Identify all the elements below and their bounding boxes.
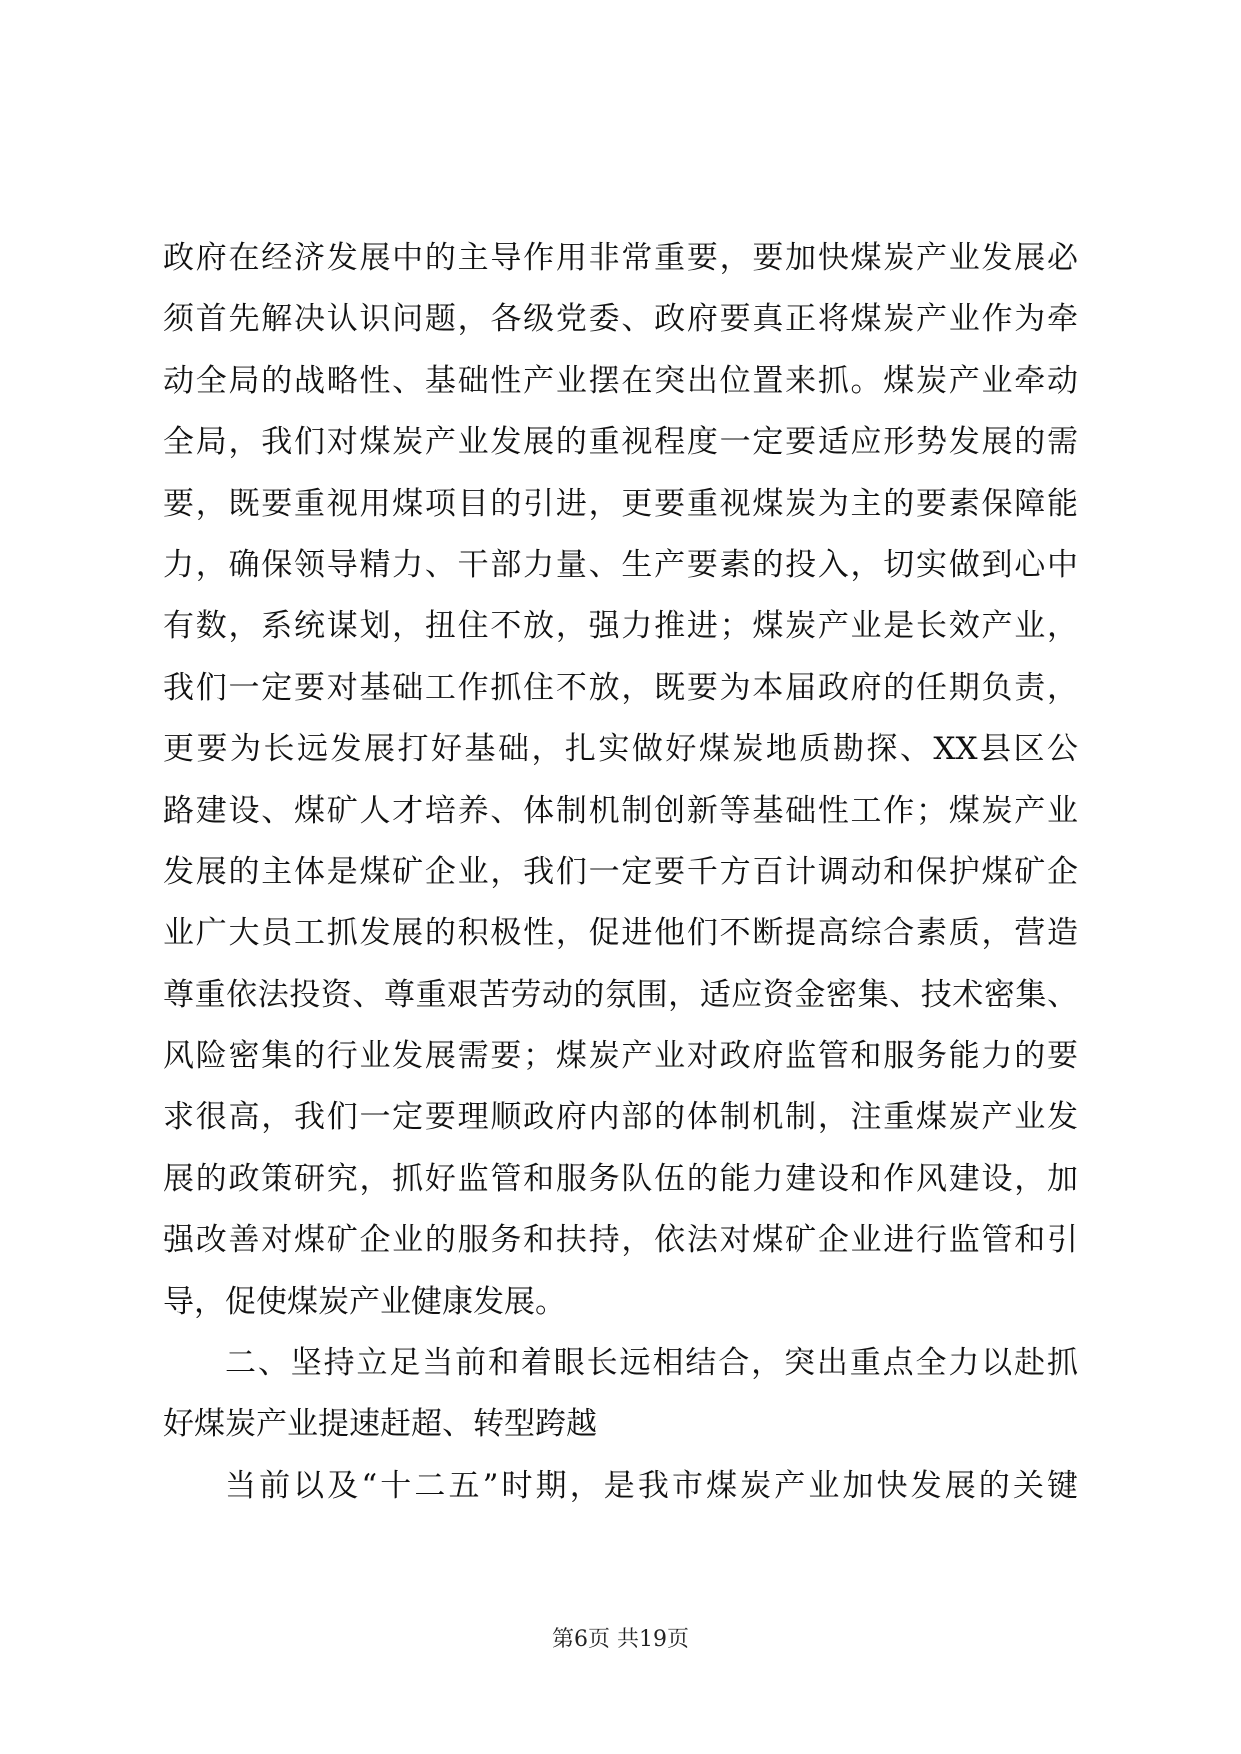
- body-line: 力，确保领导精力、干部力量、生产要素的投入，切实做到心中: [163, 546, 1078, 583]
- body-line: 导，促使煤炭产业健康发展。: [163, 1283, 566, 1320]
- body-line: 尊重依法投资、尊重艰苦劳动的氛围，适应资金密集、技术密集、: [163, 976, 1078, 1013]
- body-line: 业广大员工抓发展的积极性，促进他们不断提高综合素质，营造: [163, 915, 1078, 952]
- body-line: 政府在经济发展中的主导作用非常重要，要加快煤炭产业发展必: [163, 240, 1078, 276]
- body-line: 要，既要重视用煤项目的引进，更要重视煤炭为主的要素保障能: [163, 485, 1078, 522]
- body-line: 展的政策研究，抓好监管和服务队伍的能力建设和作风建设，加: [163, 1160, 1078, 1197]
- body-line: 我们一定要对基础工作抓住不放，既要为本届政府的任期负责，: [163, 669, 1078, 706]
- paragraph-start-line: 当前以及“十二五”时期，是我市煤炭产业加快发展的关键: [225, 1467, 1078, 1504]
- section-heading-line: 二、坚持立足当前和着眼长远相结合，突出重点全力以赴抓: [225, 1345, 1078, 1382]
- body-line: 强改善对煤矿企业的服务和扶持，依法对煤矿企业进行监管和引: [163, 1222, 1078, 1259]
- body-line: 发展的主体是煤矿企业，我们一定要千方百计调动和保护煤矿企: [163, 853, 1078, 890]
- body-line: 路建设、煤矿人才培养、体制机制创新等基础性工作；煤炭产业: [163, 792, 1078, 829]
- section-heading-line: 好煤炭产业提速赶超、转型跨越: [163, 1406, 597, 1443]
- document-body: [163, 228, 1078, 1517]
- body-line: 有数，系统谋划，扭住不放，强力推进；煤炭产业是长效产业，: [163, 608, 1078, 645]
- body-line: 须首先解决认识问题，各级党委、政府要真正将煤炭产业作为牵: [163, 301, 1078, 338]
- body-line: 动全局的战略性、基础性产业摆在突出位置来抓。煤炭产业牵动: [163, 362, 1078, 399]
- page-number-footer: 第6页 共19页: [552, 1627, 689, 1652]
- body-line: 求很高，我们一定要理顺政府内部的体制机制，注重煤炭产业发: [163, 1099, 1078, 1136]
- body-line: 风险密集的行业发展需要；煤炭产业对政府监管和服务能力的要: [163, 1038, 1078, 1075]
- body-line: 全局，我们对煤炭产业发展的重视程度一定要适应形势发展的需: [163, 424, 1078, 461]
- body-line: 更要为长远发展打好基础，扎实做好煤炭地质勘探、XX县区公: [163, 731, 1078, 768]
